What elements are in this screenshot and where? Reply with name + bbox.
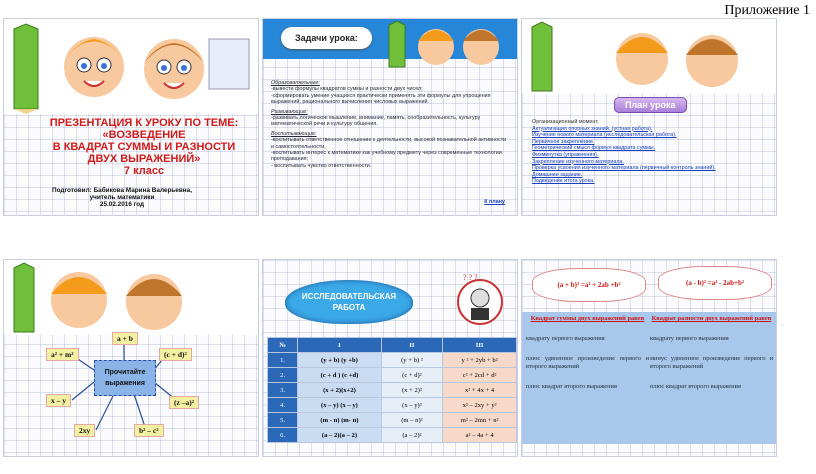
mindmap-arrows [4,260,259,457]
formula-sum-cloud: (a + b)² =a² + 2ab +b² [532,268,646,302]
to-plan-link[interactable]: К плану [484,199,505,205]
rules-table [522,312,777,444]
plan-link[interactable]: Проверка усвоения изученного материала (первичный контроль знаний). [532,165,716,172]
table-row: 6. (a – 2)(a – 2) (a – 2)² a² – 4a + 4 [268,428,517,443]
slide1-author: Подготовил: Бабикова Марина Валерьевна, учитель математики 25.02.2016 год [52,187,192,208]
rule-diff: Квадрат разности двух выражений равен квадрату первого выражения минус удвоенное произведение первого и второго выражений плюс квадрат второго выражения [650,315,773,390]
kids-illustration [522,19,777,94]
goals-title: Задачи урока: [281,27,372,49]
plan-link[interactable]: Изучение нового материала (исследовательская работа). [532,132,677,139]
table-row: 1. (y + b) (y +b) (y + b) ² y ² + 2yb + b² [268,353,517,368]
plan-list: Организационный момент. Актуализация опорных знаний. (устная работа). Изучение нового материала (исследовательская работа). Первичное закрепление. Геометрический смысл формул квадрата суммы. Физминутка (упражнения). Закрепление изученного материала. Проверка усвоения изученного материала (первичный контроль знаний). Домашнее задание. Подведение итога урока. [532,119,772,185]
expr-box: 2xy [74,424,95,437]
table-row: 4. (x – y) (x – y) (x – y)² x² – 2xy + y² [268,398,517,413]
slide-read-expressions[interactable] [3,259,259,457]
plan-link[interactable]: Первичное закрепление. [532,138,595,145]
table-row: 2. (c + d ) (c +d) (c + d)² c² + 2cd + d² [268,368,517,383]
formula-diff-cloud: (a - b)² =a² - 2ab+b² [658,266,772,300]
rule-sum: Квадрат суммы двух выражений равен квадрату первого выражения плюс удвоенное произведение первого и второго выражений плюс квадрат второго выражения [526,315,649,390]
research-banner: ИССЛЕДОВАТЕЛЬСКАЯ РАБОТА [285,280,413,324]
table-row: 3. (x + 2)(x+2) (x + 2)² x² + 4x + 4 [268,383,517,398]
plan-link[interactable]: Подведение итога урока. [532,178,595,185]
table-row: 5. (m - n) (m- n) (m – n)² m² – 2mn + n² [268,413,517,428]
slide1-title: ПРЕЗЕНТАЦИЯ К УРОКУ ПО ТЕМЕ: «ВОЗВЕДЕНИЕ В КВАДРАТ СУММЫ И РАЗНОСТИ ДВУХ ВЫРАЖЕНИЙ» 7 класс [49,117,239,177]
expr-box: a² + m² [46,348,79,361]
slide-rules[interactable] [521,259,777,457]
slide-goals[interactable] [262,18,518,216]
slide-plan[interactable] [521,18,777,216]
plan-link[interactable]: Физминутка (упражнения). [532,151,599,158]
plan-link[interactable]: Закрепление изученного материала. [532,158,625,165]
slide-title[interactable] [3,18,259,216]
appendix-label: Приложение 1 [724,3,810,18]
kids-illustration-small [381,19,518,69]
expr-box: b² – c² [134,424,164,437]
plan-link[interactable]: Домашнее задание. [532,171,583,178]
expr-box: (c + d)² [159,348,192,361]
plan-title: План урока [614,97,687,113]
research-table: № I II III 1. (y + b) (y +b) (y + b) ² y ² + 2yb + b² 2. (c + d ) (c +d) (c + d)² c² + 2cd + d² 3. (x + 2)(x+2) (x + 2)² x² + 4x + 4 4. (x – y) (x – y) (x – y)² x² – 2xy + y² 5. (m - n) (m- n) (m – n)² m² – 2mn + n² 6. (a – 2)(a – 2) (a – 2)² a² – 4a + 4 [267,337,517,443]
svg-text:? ? ?: ? ? ? [463,273,478,282]
thinker-icon [455,270,505,330]
expr-box: (z –a)² [169,396,199,409]
plan-link[interactable]: Актуализация опорных знаний. (устная работа). [532,125,653,132]
read-expressions-center: Прочитайте выражения [94,360,156,396]
slide-research[interactable] [262,259,518,457]
expr-box: a + b [112,332,138,345]
kids-illustration [4,19,259,114]
plan-link[interactable]: Геометрический смысл формул квадрата суммы. [532,145,656,152]
goals-list: Образовательные: -вывести формулы квадратов суммы и разности двух чисел; -сформировать умение учащихся практически применять эти формулы для упрощения выражений, рационального вычисления числовых выражений. Развивающие: -развивать логическое мышление, внимание, память, сообразительность, культуру математической речи и культуру общения. Воспитывающие: -воспитывать ответственное отношение к деятельности, высокой познавательной активности и самостоятельности, -воспитывать интерес к математике как учебному предмету через современные технологии преподавания; - воспитывать чувство ответственности. К плану [271,80,507,205]
expr-box: x – y [46,394,71,407]
